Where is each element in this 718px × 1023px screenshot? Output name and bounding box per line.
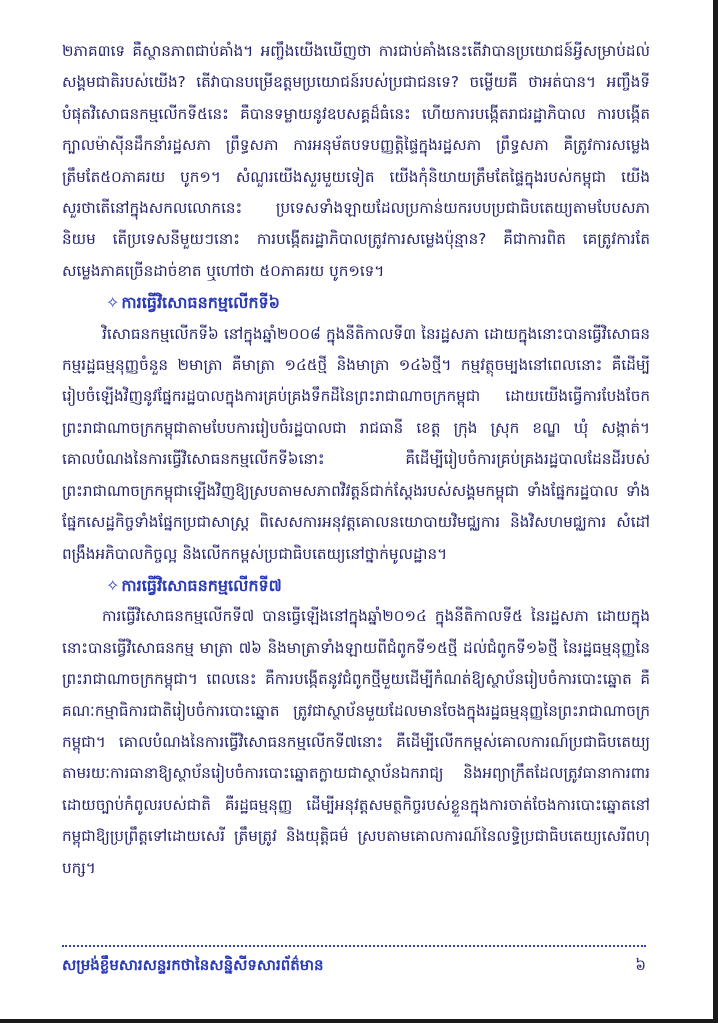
page-number: ៦ [635,956,646,974]
section-heading-amendment-6 [62,287,650,318]
section-heading-label: ការធ្វើវិសោធនកម្មលើកទី៦ [121,293,280,313]
section-heading-label: ការធ្វើវិសោធនកម្មលើកទី៧ [121,575,282,595]
diamond-bullet-icon: ✧ [106,293,120,313]
paragraph-amendment-6: វិសោធនកម្មលើកទី៦ នៅក្នុងឆ្នាំ២០០៨ ក្នុងនីតិកាលទី៣ នៃរដ្ឋសភា ដោយក្នុងនោះបានធ្វើវិសោធនកម្មរដ្ឋធម្មនុញ្ញចំនួន ២មាត្រា គឺមាត្រា ១៤៥ថ្មី និងមាត្រា ១៤៦ថ្មី។ កម្មវត្ថុចម្បងនៅពេលនោះ គឺដើម្បីរៀបចំឡើងវិញនូវផ្នែករដ្ឋបាលក្នុងការគ្រប់គ្រងទឹកដីនៃព្រះរាជាណាចក្រកម្ពុជា ដោយយើងធ្វើការបែងចែកព្រះរាជាណាចក្រកម្ពុជាតាមបែបការរៀបចំរដ្ឋបាលជា រាជធានី ខេត្ត ក្រុង ស្រុក ខណ្ឌ ឃុំ សង្កាត់។ គោលបំណងនៃការធ្វើវិសោធនកម្មលើកទី៦នោះ គឺដើម្បីរៀបចំការគ្រប់គ្រងរដ្ឋបាលដែនដីរបស់ព្រះរាជាណាចក្រកម្ពុជាឡើងវិញឱ្យស្របតាមសភាពវិវត្តន៍ជាក់ស្តែងរបស់សង្គមកម្ពុជា ទាំងផ្នែករដ្ឋបាល ទាំងផ្នែកសេដ្ឋកិច្ចទាំងផ្នែកប្រជាសាស្ត្រ ពិសេសការអនុវត្តគោលនយោបាយវិមជ្ឈការ និងវិសហមជ្ឈការ សំដៅពង្រឹងអភិបាលកិច្ចល្អ និងលើកកម្ពស់ប្រជាធិបតេយ្យនៅថ្នាក់មូលដ្ឋាន។ [62,324,650,563]
paragraph-amendment-7: ការធ្វើវិសោធនកម្មលើកទី៧ បានធ្វើឡើងនៅក្នុងឆ្នាំ២០១៤ ក្នុងនីតិកាលទី៥ នៃរដ្ឋសភា ដោយក្នុងនោះបានធ្វើវិសោធនកម្ម មាត្រា ៧៦ និងមាត្រាទាំងឡាយពីជំពូកទី១៥ថ្មី ដល់ជំពូកទី១៦ថ្មី នៃរដ្ឋធម្មនុញ្ញនៃព្រះរាជាណាចក្រកម្ពុជា។ ពេលនេះ គឺការបង្កើតនូវជំពូកថ្មីមួយដើម្បីកំណត់ឱ្យស្ថាប័នរៀបចំការបោះឆ្នោត គឺគណៈកម្មាធិការជាតិរៀបចំការបោះឆ្នោត ត្រូវជាស្ថាប័នមួយដែលមានចែងក្នុងរដ្ឋធម្មនុញ្ញនៃព្រះរាជាណាចក្រកម្ពុជា។ គោលបំណងនៃការធ្វើវិសោធនកម្មលើកទី៧នោះ គឺដើម្បីលើកកម្ពស់គោលការណ៍ប្រជាធិបតេយ្យតាមរយៈការធានាឱ្យស្ថាប័នរៀបចំការបោះឆ្នោតក្លាយជាស្ថាប័នឯករាជ្យ និងអព្យាក្រឹតដែលត្រូវធានាការពារដោយច្បាប់កំពូលរបស់ជាតិ គឺរដ្ឋធម្មនុញ្ញ ដើម្បីអនុវត្តសមត្ថកិច្ចរបស់ខ្លួនក្នុងការចាត់ចែងការបោះឆ្នោតនៅកម្ពុជាឱ្យប្រព្រឹត្តទៅដោយសេរី ត្រឹមត្រូវ និងយុត្តិធម៌ ស្របតាមគោលការណ៍នៃលទ្ធិប្រជាធិបតេយ្យសេរីពហុបក្ស។ [62,607,650,877]
footer-divider [62,945,646,947]
footer-title: សម្រង់ខ្លឹមសារសន្ទរកថានៃសន្និសីទសារព័ត៌មាន [62,956,324,974]
document-body [62,36,650,884]
paragraph-continued: ២ភាគ៣ទេ គឺស្ថានភាពជាប់គាំង។ អញ្ចឹងយើងឃើញថា ការជាប់គាំងនេះតើវាបានប្រយោជន៍អ្វីសម្រាប់ដល់សង្គមជាតិរបស់យើង? តើវាបានបម្រើឧត្តមប្រយោជន៍របស់ប្រជាជនទេ? ចម្លើយគឺ ថាអត់បាន។ អញ្ចឹងទីបំផុតវិសោធនកម្មលើកទី៥នេះ គឺបានទម្លាយនូវឧបសគ្គដ៏ធំនេះ ហើយការបង្កើតរាជរដ្ឋាភិបាល ការបង្កើតក្បាលម៉ាស៊ីនដឹកនាំរដ្ឋសភា ព្រឹទ្ធសភា ការអនុម័តបទបញ្ញត្តិផ្ទៃក្នុងរដ្ឋសភា ព្រឹទ្ធសភា គឺត្រូវការសម្លេងត្រឹមតែ៥០ភាគរយ បូក១។ សំណួរយើងសួរមួយទៀត យើងកុំនិយាយត្រឹមតែផ្ទៃក្នុងរបស់កម្ពុជា យើងសួរថាតើនៅក្នុងសកលលោកនេះ ប្រទេសទាំងឡាយដែលប្រកាន់យករបបប្រជាធិបតេយ្យតាមបែបសភានិយម តើប្រទេសនីមួយៗនោះ ការបង្កើតរដ្ឋាភិបាលត្រូវការសម្លេងប៉ុន្មាន? គឺជាការពិត គេត្រូវការតែសម្លេងភាគច្រើនដាច់ខាត ឬហៅថា ៥០ភាគរយ បូក១ទេ។ [62,42,650,280]
section-heading-amendment-7 [62,570,650,601]
diamond-bullet-icon: ✧ [106,575,120,595]
